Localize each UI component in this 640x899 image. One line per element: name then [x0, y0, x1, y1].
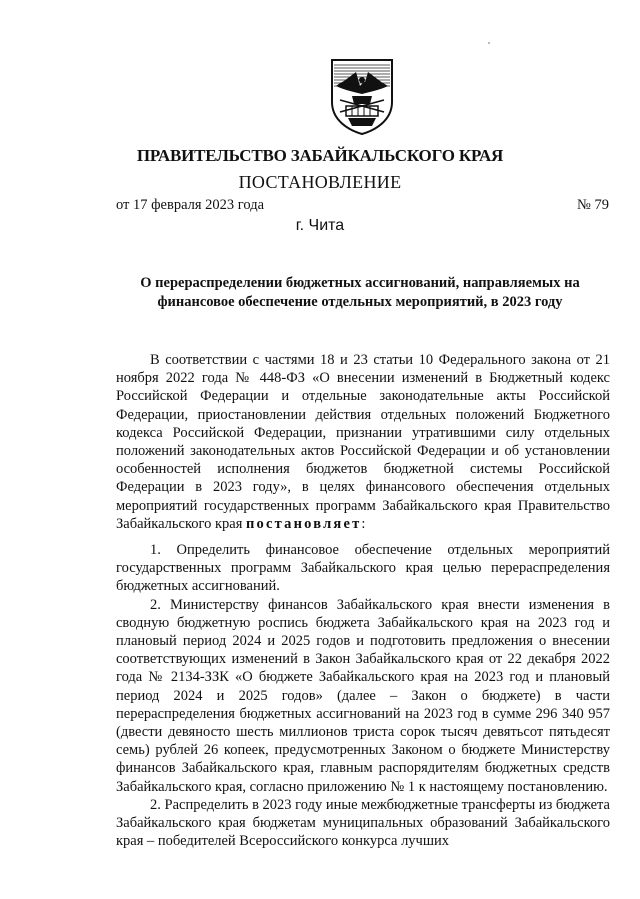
- decision-word: постановляет: [246, 515, 362, 532]
- item-paragraph-3: 2. Распределить в 2023 году иные межбюджетные трансферты из бюджета Забайкальского края бюджетам муниципальных образований Забайкальского края – победителей Всероссийского конкурса лучших: [116, 796, 610, 850]
- document-body: [116, 351, 610, 850]
- coat-of-arms-emblem: [326, 56, 398, 136]
- document-number: № 79: [577, 197, 609, 213]
- item-paragraph-2: 2. Министерству финансов Забайкальского края внести изменения в сводную бюджетную роспись бюджета Забайкальского края на 2023 год и плановый период 2024 и 2025 годов и подготовить предложения о внесении соответствующих изменений в Закон Забайкальского края от 22 декабря 2022 года № 2134-ЗЗК «О бюджете Забайкальского края на 2023 год и плановый период 2024 и 2025 годов» (далее – Закон о бюджете) в части перераспределения бюджетных ассигнований на 2023 год в сумме 296 340 957 (двести девяносто шесть миллионов триста сорок тысяч девятьсот пятьдесят семь) рублей 26 копеек, предусмотренных Законом о бюджете Министерству финансов Забайкальского края, главным распорядителям бюджетных средств Забайкальского края, согласно приложению № 1 к настоящему постановлению.: [116, 596, 610, 795]
- item-paragraph-1: 1. Определить финансовое обеспечение отдельных мероприятий государственных программ Забайкальского края целью перераспределения бюджетных ассигнований.: [116, 542, 610, 595]
- preamble-colon: :: [361, 515, 366, 532]
- scan-speck: [488, 42, 490, 44]
- document-city: г. Чита: [295, 217, 345, 234]
- preamble-paragraph: [116, 351, 610, 533]
- document-type-heading: ПОСТАНОВЛЕНИЕ: [238, 172, 402, 192]
- document-title: О перераспределении бюджетных ассигнований, направляемых на финансовое обеспечение отдельных мероприятий, в 2023 году: [140, 275, 580, 310]
- preamble-text: В соответствии с частями 18 и 23 статьи 10 Федерального закона от 21 ноября 2022 года № 448-ФЗ «О внесении изменений в Бюджетный кодекс Российской Федерации и отдельные законодательные акты Российской Федерации, приостановлении действия отдельных положений Бюджетного кодекса Российской Федерации, признании утратившими силу отдельных положений законодательных актов Российской Федерации и об установлении особенностей исполнения бюджетов бюджетной системы Российской Федерации в 2023 году», в целях финансового обеспечения отдельных мероприятий государственных программ Забайкальского края Правительство Забайкальского края: [116, 352, 610, 532]
- document-date: от 17 февраля 2023 года: [116, 197, 265, 213]
- organization-heading: ПРАВИТЕЛЬСТВО ЗАБАЙКАЛЬСКОГО КРАЯ: [136, 146, 504, 165]
